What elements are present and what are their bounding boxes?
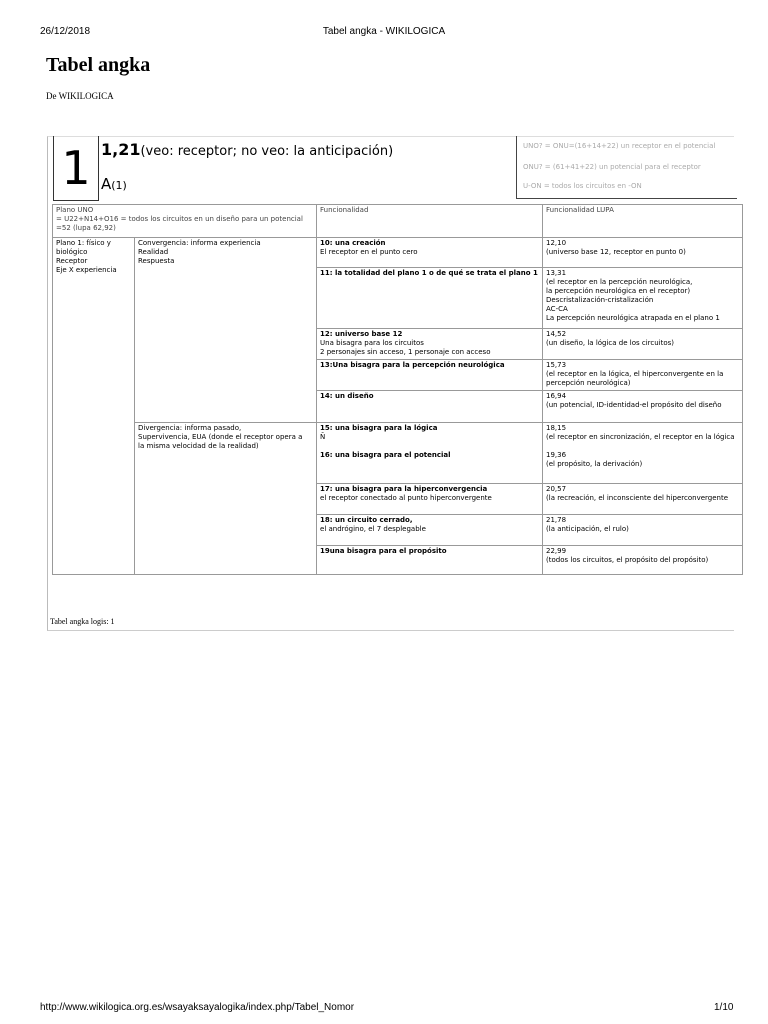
lupa-cell bbox=[543, 515, 743, 546]
table-caption: Tabel angka logis: 1 bbox=[50, 617, 115, 626]
lupa-line: 22,99 bbox=[546, 547, 567, 555]
lupa-cell bbox=[543, 268, 743, 329]
headline-letter bbox=[101, 175, 127, 193]
func-title: 16: una bisagra para el potencial bbox=[320, 451, 451, 459]
func-cell bbox=[317, 515, 543, 546]
side-note: U-ON = todos los circuitos en -ON bbox=[523, 182, 642, 190]
lupa-line: La percepción neurológica atrapada en el plano 1 bbox=[546, 314, 720, 322]
plane-header-line: =52 (lupa 62,92) bbox=[56, 224, 116, 232]
plane-header-line: Plano UNO bbox=[56, 206, 94, 214]
headline-note: (veo: receptor; no veo: la anticipación) bbox=[140, 144, 394, 159]
lupa-cell bbox=[543, 360, 743, 391]
table-row bbox=[53, 423, 743, 484]
page-title: Tabel angka bbox=[46, 54, 151, 76]
group-cell-divergence bbox=[135, 423, 317, 575]
func-cell bbox=[317, 268, 543, 329]
group-line: Supervivencia, EUA (donde el receptor opera a bbox=[138, 433, 303, 441]
func-title: 19una bisagra para el propósito bbox=[320, 547, 447, 555]
func-line: el andrógino, el 7 desplegable bbox=[320, 525, 426, 533]
plane-line: Plano 1: físico y bbox=[56, 239, 111, 247]
lupa-line: 16,94 bbox=[546, 392, 567, 400]
headline-value bbox=[101, 140, 393, 159]
print-title: Tabel angka - WIKILOGICA bbox=[322, 26, 446, 37]
lupa-cell bbox=[543, 546, 743, 575]
page-source: De WIKILOGICA bbox=[46, 91, 114, 101]
print-date: 26/12/2018 bbox=[40, 26, 91, 37]
func-title: 10: una creación bbox=[320, 239, 386, 247]
group-line: Respuesta bbox=[138, 257, 175, 265]
lupa-line: (un potencial, ID-identidad-el propósito del diseño bbox=[546, 401, 722, 409]
func-title: 17: una bisagra para la hiperconvergencia bbox=[320, 485, 488, 493]
group-line: Divergencia: informa pasado, bbox=[138, 424, 242, 432]
lupa-cell bbox=[543, 238, 743, 268]
lupa-line: (el propósito, la derivación) bbox=[546, 460, 643, 468]
lupa-line: 14,52 bbox=[546, 330, 567, 338]
plane-header-cell bbox=[53, 205, 317, 238]
lupa-line: 20,57 bbox=[546, 485, 567, 493]
lupa-line: (el receptor en la percepción neurológica, bbox=[546, 278, 693, 286]
number-box: 1 bbox=[53, 136, 99, 201]
number-table bbox=[52, 204, 743, 575]
lupa-line: 12,10 bbox=[546, 239, 567, 247]
table-header-row bbox=[53, 205, 743, 238]
lupa-line: (universo base 12, receptor en punto 0) bbox=[546, 248, 686, 256]
plane-header-line: = U22+N14+O16 = todos los circuitos en un diseño para un potencial bbox=[56, 215, 303, 223]
func-title: 13:Una bisagra para la percepción neurológica bbox=[320, 361, 505, 369]
lupa-line bbox=[546, 442, 739, 451]
func-line: el receptor conectado al punto hiperconvergente bbox=[320, 494, 492, 502]
plane-line: Eje X experiencia bbox=[56, 266, 117, 274]
func-header: Funcionalidad bbox=[317, 205, 543, 238]
lupa-cell bbox=[543, 329, 743, 360]
func-cell bbox=[317, 238, 543, 268]
print-url: http://www.wikilogica.org.es/wsayaksayalogika/index.php/Tabel_Nomor bbox=[40, 1002, 355, 1013]
plane-cell bbox=[53, 238, 135, 575]
func-line: Ñ bbox=[320, 433, 326, 441]
group-line: la misma velocidad de la realidad) bbox=[138, 442, 259, 450]
func-title: 11: la totalidad del plano 1 o de qué se trata el plano 1 bbox=[320, 269, 538, 277]
lupa-line: 13,31 bbox=[546, 269, 567, 277]
func-title: 14: un diseño bbox=[320, 392, 374, 400]
group-cell-convergence bbox=[135, 238, 317, 423]
func-cell bbox=[317, 360, 543, 391]
side-note: UNO? = ONU=(16+14+22) un receptor en el potencial bbox=[523, 142, 716, 150]
lupa-cell bbox=[543, 484, 743, 515]
lupa-line: la percepción neurológica en el receptor) bbox=[546, 287, 691, 295]
letter: A bbox=[101, 175, 112, 193]
lupa-line: 19,36 bbox=[546, 451, 567, 459]
lupa-line: 15,73 bbox=[546, 361, 567, 369]
lupa-line: 21,78 bbox=[546, 516, 567, 524]
print-page-number: 1/10 bbox=[714, 1002, 734, 1013]
letter-sub: (1) bbox=[111, 179, 127, 192]
func-title: 12: universo base 12 bbox=[320, 330, 403, 338]
lupa-cell bbox=[543, 423, 743, 484]
func-title: 18: un circuito cerrado, bbox=[320, 516, 413, 524]
func-cell bbox=[317, 391, 543, 423]
func-cell bbox=[317, 423, 543, 484]
side-notes-box bbox=[516, 136, 737, 199]
lupa-line: (la anticipación, el rulo) bbox=[546, 525, 629, 533]
lupa-line: Descristalización-cristalización bbox=[546, 296, 654, 304]
func-cell bbox=[317, 329, 543, 360]
group-line: Realidad bbox=[138, 248, 169, 256]
lupa-line: percepción neurológica) bbox=[546, 379, 631, 387]
lupa-line: (todos los circuitos, el propósito del propósito) bbox=[546, 556, 709, 564]
lupa-line: AC-CA bbox=[546, 305, 568, 313]
lupa-line: (el receptor en la lógica, el hiperconvergente en la bbox=[546, 370, 724, 378]
func-line: El receptor en el punto cero bbox=[320, 248, 418, 256]
headline-number: 1,21 bbox=[101, 140, 141, 159]
group-line: Convergencia: informa experiencia bbox=[138, 239, 261, 247]
lupa-line: (un diseño, la lógica de los circuitos) bbox=[546, 339, 675, 347]
func-cell bbox=[317, 546, 543, 575]
lupa-cell bbox=[543, 391, 743, 423]
lupa-header: Funcionalidad LUPA bbox=[543, 205, 743, 238]
side-note: ONU? = (61+41+22) un potencial para el receptor bbox=[523, 163, 701, 171]
lupa-line: 18,15 bbox=[546, 424, 567, 432]
table-row bbox=[53, 238, 743, 268]
func-line bbox=[320, 442, 539, 451]
lupa-line: (el receptor en sincronización, el receptor en la lógica bbox=[546, 433, 735, 441]
func-line: 2 personajes sin acceso, 1 personaje con acceso bbox=[320, 348, 491, 356]
plane-line: biológico bbox=[56, 248, 88, 256]
lupa-line: (la recreación, el inconsciente del hiperconvergente bbox=[546, 494, 729, 502]
func-line: Una bisagra para los circuitos bbox=[320, 339, 424, 347]
func-cell bbox=[317, 484, 543, 515]
plane-line: Receptor bbox=[56, 257, 88, 265]
func-title: 15: una bisagra para la lógica bbox=[320, 424, 438, 432]
